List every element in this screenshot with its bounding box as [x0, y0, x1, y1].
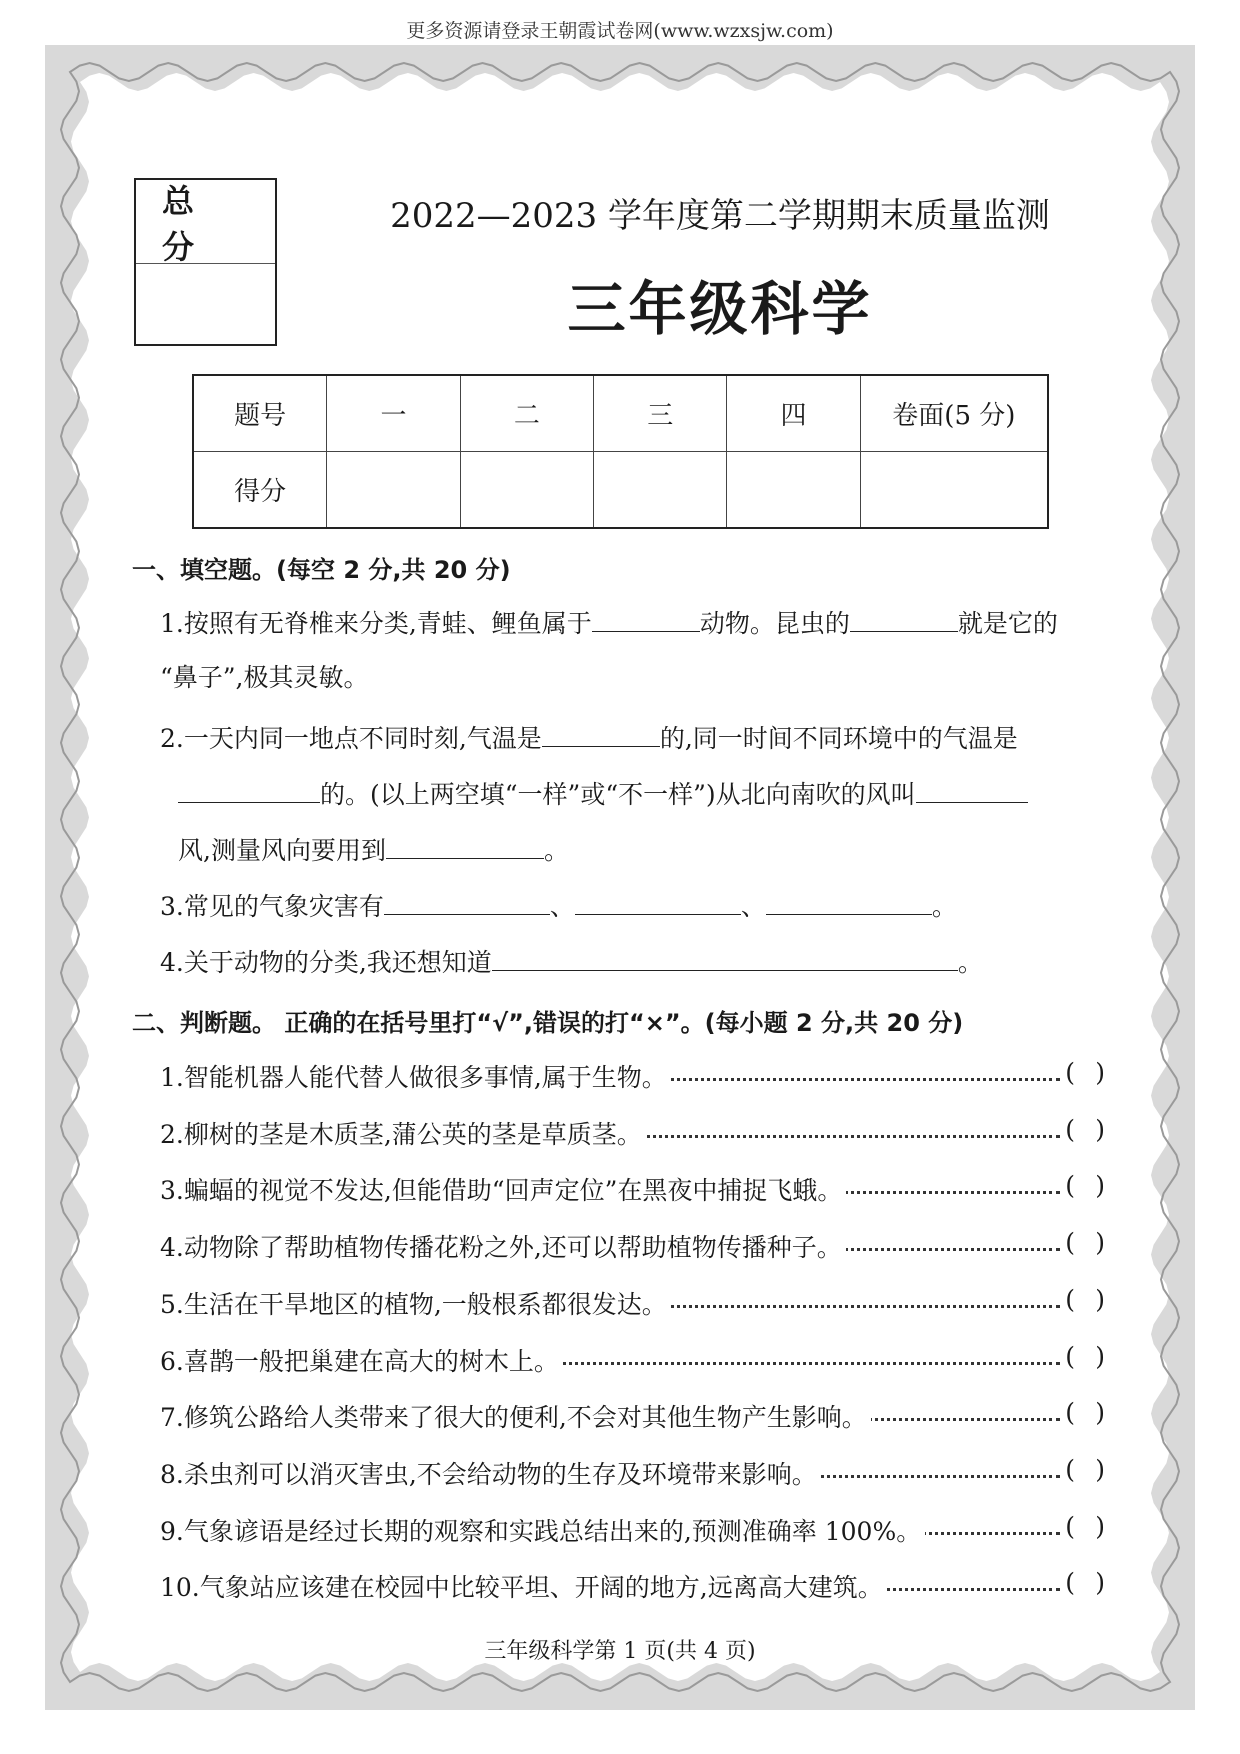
answer-blank[interactable]: [384, 888, 550, 915]
answer-paren-open[interactable]: (: [1065, 1454, 1075, 1484]
score-cell[interactable]: [327, 452, 460, 529]
score-table: [192, 374, 1049, 529]
true-false-item: [160, 1115, 1105, 1149]
total-score-field[interactable]: [136, 264, 275, 344]
answer-paren-open[interactable]: (: [1065, 1341, 1075, 1371]
answer-paren-open[interactable]: (: [1065, 1058, 1075, 1087]
question-text: 7.修筑公路给人类带来了很大的便利,不会对其他生物产生影响。: [160, 1398, 871, 1434]
score-cell[interactable]: [860, 452, 1048, 529]
true-false-item: [160, 1512, 1105, 1546]
section-heading-true-false: 二、判断题。 正确的在括号里打“√”,错误的打“×”。(每小题 2 分,共 20 分): [132, 1009, 964, 1037]
exam-title: 2022—2023 学年度第二学期期末质量监测: [390, 196, 1050, 236]
answer-paren-close[interactable]: ): [1095, 1454, 1105, 1484]
question-text: 10.气象站应该建在校园中比较平坦、开阔的地方,远离高大建筑。: [160, 1568, 887, 1604]
row-label-question-number: 题号: [193, 375, 327, 452]
answer-blank[interactable]: [386, 832, 544, 859]
question-text: 1.智能机器人能代替人做很多事情,属于生物。: [160, 1058, 671, 1094]
answer-paren-open[interactable]: (: [1065, 1284, 1075, 1314]
true-false-item: [160, 1398, 1105, 1432]
answer-paren-close[interactable]: ): [1095, 1284, 1105, 1314]
score-cell[interactable]: [594, 452, 727, 529]
true-false-item: [160, 1455, 1105, 1489]
column-header: 一: [327, 375, 460, 452]
question-line: 2.一天内同一地点不同时刻,气温是 的,同一时间不同环境中的气温是: [160, 720, 1018, 755]
column-header: 二: [460, 375, 593, 452]
answer-blank[interactable]: [766, 888, 932, 915]
question-text: 4.动物除了帮助植物传播花粉之外,还可以帮助植物传播种子。: [160, 1228, 846, 1264]
answer-paren-close[interactable]: ): [1095, 1568, 1105, 1598]
true-false-item: [160, 1228, 1105, 1262]
answer-blank[interactable]: [592, 605, 700, 632]
question-line: “鼻子”,极其灵敏。: [160, 663, 369, 692]
exam-subject: 三年级科学: [567, 275, 873, 343]
true-false-item: [160, 1342, 1105, 1376]
question-text: 2.柳树的茎是木质茎,蒲公英的茎是草质茎。: [160, 1115, 646, 1151]
answer-blank[interactable]: [575, 888, 741, 915]
answer-paren-close[interactable]: ): [1095, 1511, 1105, 1541]
question-text: 8.杀虫剂可以消灭害虫,不会给动物的生存及环境带来影响。: [160, 1455, 821, 1491]
answer-paren-close[interactable]: ): [1095, 1171, 1105, 1201]
total-score-label: 总分: [136, 180, 275, 264]
total-score-box: [134, 178, 277, 346]
answer-paren-close[interactable]: ): [1095, 1228, 1105, 1258]
score-cell[interactable]: [460, 452, 593, 529]
question-line: 3.常见的气象灾害有 、 、 。: [160, 888, 957, 923]
answer-paren-open[interactable]: (: [1065, 1114, 1075, 1144]
answer-blank[interactable]: [178, 776, 320, 803]
answer-paren-open[interactable]: (: [1065, 1511, 1075, 1541]
true-false-item: [160, 1058, 1105, 1092]
question-text: 6.喜鹊一般把巢建在高大的树木上。: [160, 1342, 563, 1378]
column-header: 卷面(5 分): [860, 375, 1048, 452]
site-header-note: 更多资源请登录王朝霞试卷网(www.wzxsjw.com): [406, 20, 834, 42]
column-header: 三: [594, 375, 727, 452]
question-text: 9.气象谚语是经过长期的观察和实践总结出来的,预测准确率 100%。: [160, 1512, 925, 1548]
answer-paren-close[interactable]: ): [1095, 1341, 1105, 1371]
answer-paren-open[interactable]: (: [1065, 1228, 1075, 1258]
true-false-item: [160, 1568, 1105, 1602]
true-false-item: [160, 1285, 1105, 1319]
question-line: 的。(以上两空填“一样”或“不一样”)从北向南吹的风叫: [178, 776, 1028, 811]
answer-blank[interactable]: [542, 720, 660, 747]
answer-blank[interactable]: [492, 944, 958, 971]
answer-blank[interactable]: [850, 605, 958, 632]
answer-paren-open[interactable]: (: [1065, 1398, 1075, 1428]
page-footer: 三年级科学第 1 页(共 4 页): [484, 1639, 756, 1664]
score-table-header-row: [193, 375, 1048, 452]
true-false-item: [160, 1171, 1105, 1205]
answer-paren-open[interactable]: (: [1065, 1568, 1075, 1598]
score-cell[interactable]: [727, 452, 860, 529]
answer-paren-close[interactable]: ): [1095, 1398, 1105, 1428]
row-label-score: 得分: [193, 452, 327, 529]
question-line: 1.按照有无脊椎来分类,青蛙、鲤鱼属于 动物。昆虫的 就是它的: [160, 605, 1058, 640]
question-line: 风,测量风向要用到 。: [178, 832, 569, 867]
question-text: 3.蝙蝠的视觉不发达,但能借助“回声定位”在黑夜中捕捉飞蛾。: [160, 1171, 846, 1207]
answer-paren-open[interactable]: (: [1065, 1171, 1075, 1201]
answer-paren-close[interactable]: ): [1095, 1114, 1105, 1144]
question-line: 4.关于动物的分类,我还想知道 。: [160, 944, 983, 979]
question-text: 5.生活在干旱地区的植物,一般根系都很发达。: [160, 1285, 671, 1321]
column-header: 四: [727, 375, 860, 452]
section-heading-fill-in: 一、填空题。(每空 2 分,共 20 分): [132, 556, 511, 584]
answer-paren-close[interactable]: ): [1095, 1058, 1105, 1087]
answer-blank[interactable]: [916, 776, 1028, 803]
score-table-score-row: [193, 452, 1048, 529]
